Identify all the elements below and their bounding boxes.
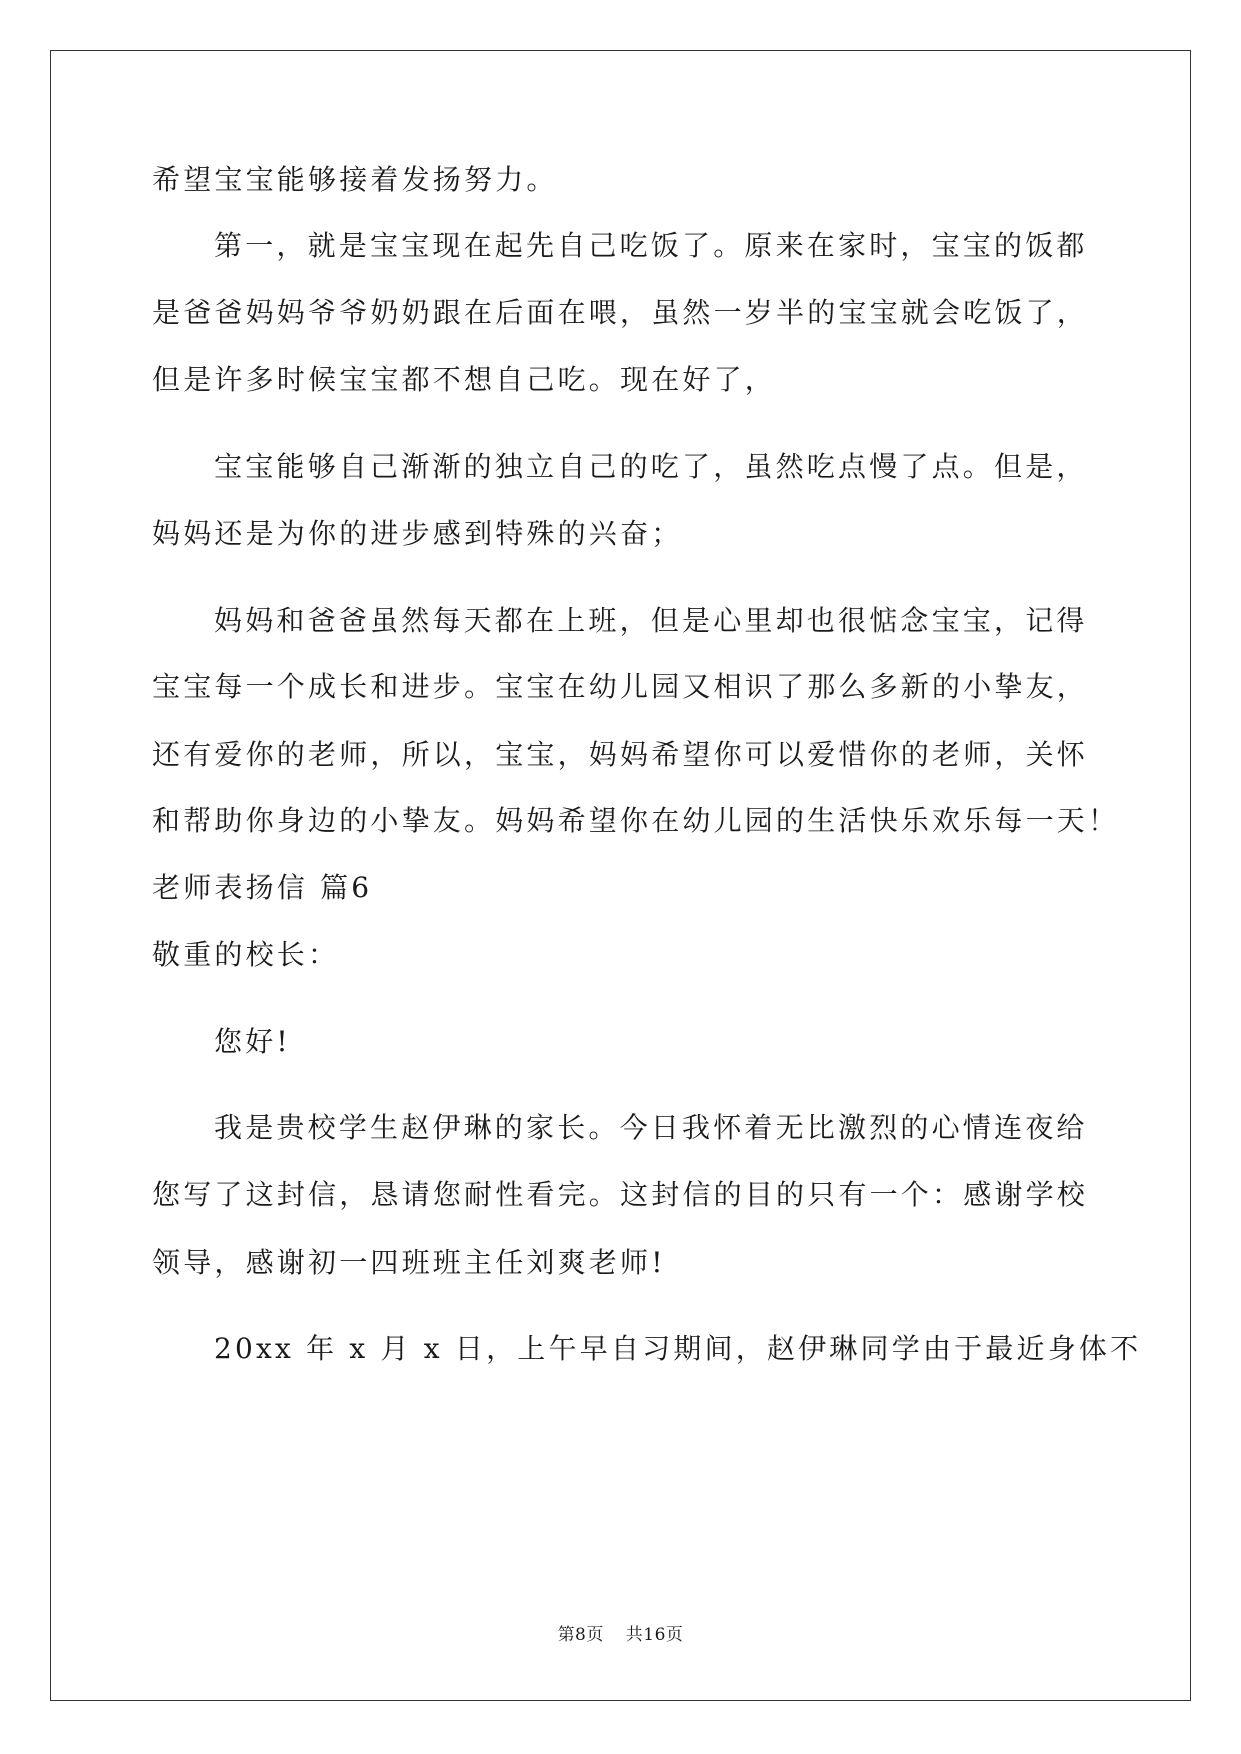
text-line-6: 妈妈还是为你的进步感到特殊的兴奋；: [152, 517, 683, 550]
text-line-10: 和帮助你身边的小挚友。妈妈希望你在幼儿园的生活快乐欢乐每一天！: [152, 804, 1120, 837]
page-number: 第8页: [557, 1625, 604, 1645]
section-heading: 老师表扬信 篇6: [152, 871, 373, 904]
text-line-16: 领导，感谢初一四班班主任刘爽老师!: [152, 1246, 666, 1279]
text-line-9: 还有爱你的老师，所以，宝宝，妈妈希望你可以爱惜你的老师，关怀: [152, 738, 1089, 771]
text-line-4: 但是许多时候宝宝都不想自己吃。现在好了，: [152, 363, 777, 396]
text-line-7: 妈妈和爸爸虽然每天都在上班，但是心里却也很惦念宝宝，记得: [214, 604, 1088, 637]
text-line-12: 敬重的校长：: [152, 938, 340, 971]
text-line-14: 我是贵校学生赵伊琳的家长。今日我怀着无比激烈的心情连夜给: [214, 1111, 1088, 1144]
page-total: 共16页: [625, 1625, 684, 1645]
text-line-5: 宝宝能够自己渐渐的独立自己的吃了，虽然吃点慢了点。但是，: [214, 450, 1088, 483]
text-line-8: 宝宝每一个成长和进步。宝宝在幼儿园又相识了那么多新的小挚友，: [152, 670, 1089, 703]
text-line-1: 希望宝宝能够接着发扬努力。: [152, 163, 558, 196]
text-line-2: 第一，就是宝宝现在起先自己吃饭了。原来在家时，宝宝的饭都: [214, 229, 1088, 262]
text-line-15: 您写了这封信，恳请您耐性看完。这封信的目的只有一个：感谢学校: [152, 1178, 1089, 1211]
page-footer: [0, 1620, 1241, 1645]
text-line-17: 20xx 年 x 月 x 日，上午早自习期间，赵伊琳同学由于最近身体不: [214, 1332, 1142, 1365]
text-line-13: 您好!: [214, 1025, 291, 1058]
text-line-3: 是爸爸妈妈爷爷奶奶跟在后面在喂，虽然一岁半的宝宝就会吃饭了，: [152, 296, 1089, 329]
